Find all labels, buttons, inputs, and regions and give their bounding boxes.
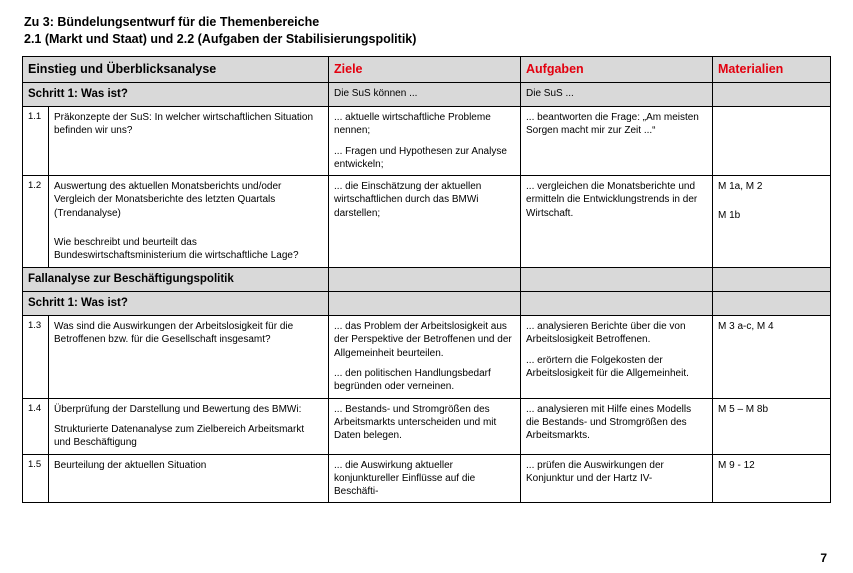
row-task-paragraph: Auswertung des aktuellen Monatsberichts und/oder Vergleich der Monatsberichte des letzten Quartals (Trendanalyse) xyxy=(54,181,282,219)
row-task xyxy=(49,176,329,267)
header-cell-goals: Ziele xyxy=(329,57,521,83)
row-tasks-paragraph: ... erörtern die Folgekosten der Arbeitslosigkeit für die Allgemeinheit. xyxy=(526,354,689,380)
row-materials xyxy=(713,106,831,175)
row-task-paragraph: Beurteilung der aktuellen Situation xyxy=(54,459,207,471)
section2-goals xyxy=(329,291,521,315)
row-material-item: M 1a, M 2 xyxy=(718,181,763,193)
section-label-schritt1-b: Schritt 1: Was ist? xyxy=(23,291,329,315)
row-materials xyxy=(713,454,831,503)
section-band-materials xyxy=(713,267,831,291)
header-cell-tasks: Aufgaben xyxy=(521,57,713,83)
page-title-line-1: Zu 3: Bündelungsentwurf für die Themenbereiche xyxy=(24,15,320,29)
row-materials xyxy=(713,176,831,267)
section-goals-intro: Die SuS können ... xyxy=(329,82,521,106)
row-goal-paragraph: ... Fragen und Hypothesen zur Analyse entwickeln; xyxy=(334,145,507,170)
row-tasks xyxy=(521,398,713,454)
row-task xyxy=(49,454,329,503)
row-materials xyxy=(713,316,831,398)
row-tasks xyxy=(521,106,713,175)
row-tasks-paragraph: ... beantworten die Frage: „Am meisten Sorgen macht mir zur Zeit ...“ xyxy=(526,111,699,137)
row-number: 1.2 xyxy=(23,176,49,267)
page-title xyxy=(24,14,831,47)
section-label-schritt1-a: Schritt 1: Was ist? xyxy=(23,82,329,106)
section-tasks-intro: Die SuS ... xyxy=(521,82,713,106)
table-row xyxy=(23,106,831,175)
row-material-item: M 1b xyxy=(718,210,741,222)
table-header-row xyxy=(23,57,831,83)
row-goals xyxy=(329,316,521,398)
row-goal-paragraph: ... die Einschätzung der aktuellen wirtschaftlichen durch das BMWi darstellen; xyxy=(334,181,482,219)
row-tasks-paragraph: ... vergleichen die Monatsberichte und ermitteln die Entwicklungstrends in der Wirtschaft. xyxy=(526,181,698,219)
section-band-fallanalyse xyxy=(23,267,831,291)
row-task-paragraph: Überprüfung der Darstellung und Bewertung des BMWi: xyxy=(54,403,302,415)
row-number: 1.5 xyxy=(23,454,49,503)
row-material-item: M 9 - 12 xyxy=(718,459,755,471)
section-band-goals xyxy=(329,267,521,291)
section-band-label: Fallanalyse zur Beschäftigungspolitik xyxy=(23,267,329,291)
row-goal-paragraph: ... die Auswirkung aktueller konjunktureller Einflüsse auf die Beschäfti- xyxy=(334,459,476,498)
section-materials-intro xyxy=(713,82,831,106)
row-materials xyxy=(713,398,831,454)
row-number: 1.3 xyxy=(23,316,49,398)
table-row xyxy=(23,454,831,503)
page-number: 7 xyxy=(820,551,827,565)
row-tasks-paragraph: ... analysieren mit Hilfe eines Modells die Bestands- und Stromgrößen des Arbeitsmarkts. xyxy=(526,403,692,442)
curriculum-table xyxy=(22,56,831,503)
row-task-paragraph: Wie beschreibt und beurteilt das Bundeswirtschaftsministerium die wirtschaftliche Lage? xyxy=(54,236,299,262)
header-cell-materials: Materialien xyxy=(713,57,831,83)
row-task-paragraph: Strukturierte Datenanalyse zum Zielbereich Arbeitsmarkt und Beschäftigung xyxy=(54,423,305,449)
section2-tasks xyxy=(521,291,713,315)
row-goal-paragraph: ... das Problem der Arbeitslosigkeit aus der Perspektive der Betroffenen und der Allgemeinheit beurteilen. xyxy=(334,321,512,359)
section2-materials xyxy=(713,291,831,315)
row-task xyxy=(49,316,329,398)
row-task xyxy=(49,398,329,454)
row-task xyxy=(49,106,329,175)
row-goals xyxy=(329,106,521,175)
row-goals xyxy=(329,398,521,454)
row-material-item: M 3 a-c, M 4 xyxy=(718,321,774,333)
section-row-schritt1-b xyxy=(23,291,831,315)
table-row xyxy=(23,176,831,267)
row-material-item: M 5 – M 8b xyxy=(718,403,769,415)
spacer xyxy=(54,227,323,236)
section-row-schritt1-a xyxy=(23,82,831,106)
row-task-paragraph: Was sind die Auswirkungen der Arbeitslosigkeit für die Betroffenen bzw. für die Gesellschaft insgesamt? xyxy=(54,321,294,346)
row-tasks-paragraph: ... prüfen die Auswirkungen der Konjunktur und der Hartz IV- xyxy=(526,459,664,484)
row-goals xyxy=(329,176,521,267)
table-row xyxy=(23,398,831,454)
row-tasks xyxy=(521,316,713,398)
row-tasks-paragraph: ... analysieren Berichte über die von Arbeitslosigkeit Betroffenen. xyxy=(526,321,686,346)
spacer xyxy=(718,200,825,209)
row-task-paragraph: Präkonzepte der SuS: In welcher wirtschaftlichen Situation befinden wir uns? xyxy=(54,111,314,137)
row-goals xyxy=(329,454,521,503)
header-cell-task: Einstieg und Überblicksanalyse xyxy=(23,57,329,83)
row-goal-paragraph: ... den politischen Handlungsbedarf begründen oder verneinen. xyxy=(334,368,491,393)
row-tasks xyxy=(521,176,713,267)
table-row xyxy=(23,316,831,398)
page-title-line-2: 2.1 (Markt und Staat) und 2.2 (Aufgaben der Stabilisierungspolitik) xyxy=(24,31,417,46)
row-goal-paragraph: ... Bestands- und Stromgrößen des Arbeitsmarkts unterscheiden und mit Daten belegen. xyxy=(334,403,497,442)
row-number: 1.1 xyxy=(23,106,49,175)
row-goal-paragraph: ... aktuelle wirtschaftliche Probleme nennen; xyxy=(334,111,491,137)
row-tasks xyxy=(521,454,713,503)
row-number: 1.4 xyxy=(23,398,49,454)
section-band-tasks xyxy=(521,267,713,291)
